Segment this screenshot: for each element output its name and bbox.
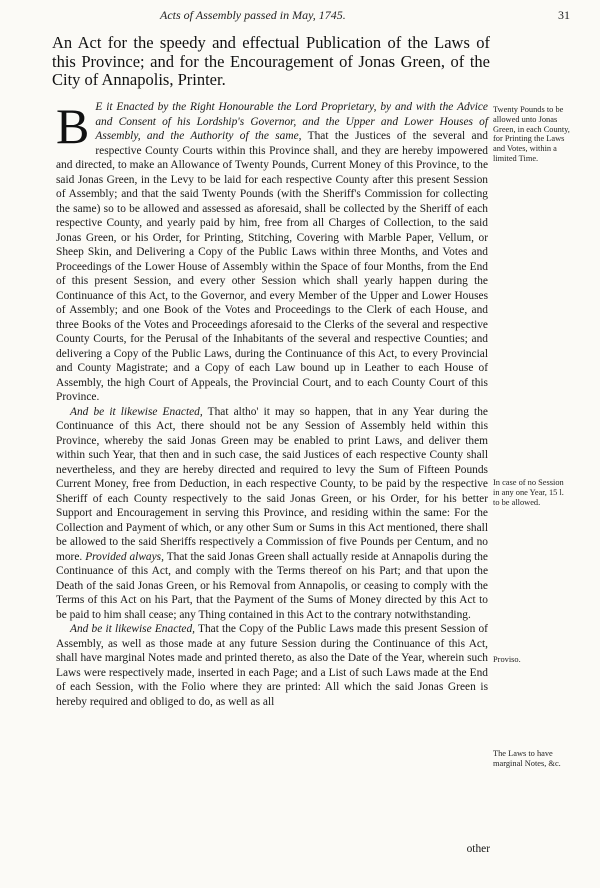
third-enactment-text: That the Copy of the Public Laws made this present Session of Assembly, as well as those made at any future Session during the Continuance of this Act, shall have marginal Notes made and printed thereto, as also the Date of the Year, wherein such Laws were respectively made, inserted in each Page; and a List of such Laws made at the End of each Session, with the Folio where they are printed: All which the said Jonas Green is hereby required and obliged to do, as well as all xyxy=(56,623,488,708)
enacting-paragraph xyxy=(56,100,488,405)
margin-note-marginal-notes: The Laws to have marginal Notes, &c. xyxy=(493,749,561,768)
enacting-clause: E it Enacted by the Right Honourable the Lord Proprietary, by and with the Advice and Consent of his Lordship's Governor, and the Upper and Lower Houses of Assembly, and the Authority of the same, xyxy=(95,101,488,142)
margin-note-proviso: Proviso. xyxy=(493,655,521,664)
running-head: Acts of Assembly passed in May, 1745. xyxy=(160,8,346,22)
margin-note-twenty-pounds: Twenty Pounds to be allowed unto Jonas Green, in each County, for Printing the Laws and Votes, within a limited Time. xyxy=(493,105,570,163)
proviso-lead: Provided always, xyxy=(85,550,164,563)
act-title: An Act for the speedy and effectual Publication of the Laws of this Province; and for the Encouragement of Jonas Green, of the City of Annapolis, Printer. xyxy=(52,33,490,89)
margin-note-no-session: In case of no Session in any one Year, 15 l. to be allowed. xyxy=(493,478,564,507)
page-number: 31 xyxy=(558,8,570,22)
catchword: other xyxy=(466,843,490,855)
act-body xyxy=(56,100,488,709)
drop-cap: B xyxy=(56,98,90,154)
enacting-text: That the Justices of the several and respective County Courts within this Province shall, and they are hereby impowered and directed, to make an Allowance of Twenty Pounds, Current Money of this Province, to the said Jonas Green, in the Levy to be laid for each respective County after this present Session of Assembly; and that the said Twenty Pounds (with the Sheriff's Commission for collecting the same) so to be allowed and assessed as aforesaid, shall be collected by the Sheriff of each respective County, and yearly paid by him, free from all Charges of Collection, to the said Jonas Green, or his Order, for Printing, Stitching, Covering with Marble Paper, Vellum, or Sheep Skin, and Delivering a Copy of the Public Laws within three Months, and Votes and Proceedings of the Lower House of Assembly within the Space of four Months, from the End of this present Session, and every other Session which shall yearly happen during the Continuance of this Act, to the Governor, and every Member of the Upper and Lower Houses of Assembly; and one Book of the Votes and Proceedings to the Clerk of each House, and three Books of the Votes and Proceedings aforesaid to the Clerks of the several and respective County Courts, for the Perusal of the Inhabitants of the several and respective Counties; and delivering a Copy of the Public Laws, during the Continuance of this Act, to every Provincial and County Magistrate; and a Copy of each Law bound up in Leather to each House of Assembly, the high Court of Appeals, the Provincial Court, and to each County Court of this Province. xyxy=(56,130,488,403)
second-enactment-text: That altho' it may so happen, that in any Year during the Continuance of this Act, there should not be any Session of Assembly held within this Province, whereby the said Jonas Green may be enabled to print Laws, and deliver them within such Year, that then and in such case, the said Justices of each respective County shall nevertheless, and they are hereby directed and required to levy the Sum of Fifteen Pounds Current Money, free from Deduction, in each respective County, to be paid by the respective Sheriff of each County respectively to the said Jonas Green, or his Order, for his better Support and Encouragement in serving this Province, and residing within the same: For the Collection and Payment of which, or any other Sum or Sums in this Act mentioned, there shall be allowed to the said Sheriffs respectively a Commission of five Pounds per Centum, and no more. xyxy=(56,405,488,563)
second-enactment-paragraph xyxy=(56,405,488,623)
third-enactment-paragraph xyxy=(56,622,488,709)
second-enactment-lead: And be it likewise Enacted, xyxy=(70,405,203,418)
third-enactment-lead: And be it likewise Enacted, xyxy=(70,623,196,635)
proviso-text: That the said Jonas Green shall actually reside at Annapolis during the Continuance of this Act, and comply with the Terms thereof on his Part; and that upon the Death of the said Jonas Green, or his Removal from Annapolis, or ceasing to comply with the Terms of this Act on his Part, that the Payment of the Sums of Money directed by this Act to be paid to him shall cease; any Thing contained in this Act to the contrary notwithstanding. xyxy=(56,550,488,621)
